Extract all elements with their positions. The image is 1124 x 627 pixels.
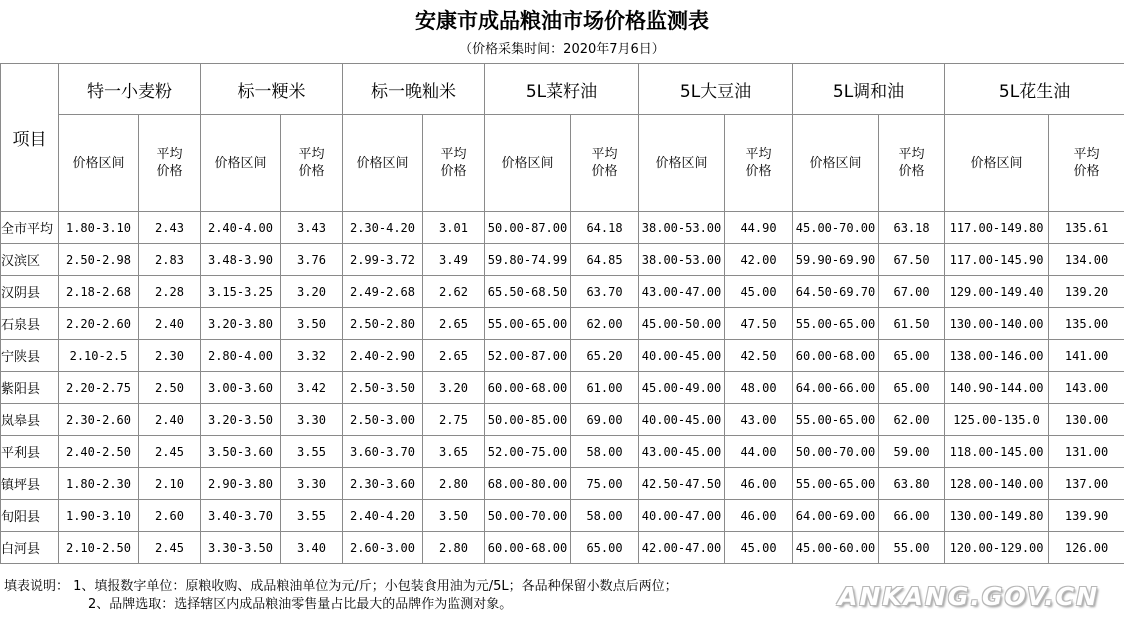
instruction-line-2: 2、品牌选取：选择辖区内成品粮油零售量占比最大的品牌作为监测对象。 — [88, 597, 513, 612]
region-name: 石泉县 — [1, 308, 59, 340]
price-range-cell: 2.50-3.50 — [343, 372, 423, 404]
average-price-cell: 2.80 — [423, 468, 485, 500]
average-price-header: 平均 价格 — [571, 115, 639, 212]
average-price-cell: 139.90 — [1049, 500, 1124, 532]
average-price-cell: 75.00 — [571, 468, 639, 500]
price-range-cell: 60.00-68.00 — [485, 372, 571, 404]
average-price-cell: 3.20 — [281, 276, 343, 308]
average-price-cell: 137.00 — [1049, 468, 1124, 500]
average-price-cell: 2.43 — [139, 212, 201, 244]
average-price-cell: 3.30 — [281, 468, 343, 500]
price-range-cell: 2.99-3.72 — [343, 244, 423, 276]
price-range-cell: 120.00-129.00 — [945, 532, 1049, 564]
average-price-cell: 2.75 — [423, 404, 485, 436]
table-row — [1, 532, 1124, 564]
price-range-header: 价格区间 — [201, 115, 281, 212]
price-range-cell: 2.10-2.5 — [59, 340, 139, 372]
average-price-cell: 44.00 — [725, 436, 793, 468]
price-range-cell: 2.60-3.00 — [343, 532, 423, 564]
price-range-cell: 55.00-65.00 — [485, 308, 571, 340]
table-row — [1, 500, 1124, 532]
price-range-cell: 52.00-75.00 — [485, 436, 571, 468]
price-range-cell: 140.90-144.00 — [945, 372, 1049, 404]
average-price-cell: 2.45 — [139, 532, 201, 564]
price-range-cell: 2.18-2.68 — [59, 276, 139, 308]
average-price-header: 平均 价格 — [423, 115, 485, 212]
average-price-cell: 2.83 — [139, 244, 201, 276]
average-price-cell: 139.20 — [1049, 276, 1124, 308]
price-range-cell: 2.30-4.20 — [343, 212, 423, 244]
price-range-cell: 45.00-60.00 — [793, 532, 879, 564]
average-price-cell: 63.18 — [879, 212, 945, 244]
price-range-cell: 2.40-2.50 — [59, 436, 139, 468]
price-range-cell: 38.00-53.00 — [639, 212, 725, 244]
table-row — [1, 308, 1124, 340]
price-range-cell: 129.00-149.40 — [945, 276, 1049, 308]
average-price-cell: 3.30 — [281, 404, 343, 436]
price-range-cell: 130.00-140.00 — [945, 308, 1049, 340]
average-price-cell: 2.50 — [139, 372, 201, 404]
average-price-cell: 2.45 — [139, 436, 201, 468]
price-range-cell: 1.80-2.30 — [59, 468, 139, 500]
price-range-cell: 125.00-135.0 — [945, 404, 1049, 436]
average-price-cell: 48.00 — [725, 372, 793, 404]
average-price-cell: 58.00 — [571, 436, 639, 468]
price-range-cell: 117.00-149.80 — [945, 212, 1049, 244]
price-range-cell: 43.00-45.00 — [639, 436, 725, 468]
average-price-cell: 126.00 — [1049, 532, 1124, 564]
average-price-header: 平均 价格 — [139, 115, 201, 212]
price-range-cell: 2.40-4.20 — [343, 500, 423, 532]
instruction-line-1: 填表说明： 1、填报数字单位：原粮收购、成品粮油单位为元/斤；小包装食用油为元/5L；各品种保留小数点后两位； — [4, 579, 678, 594]
price-range-cell: 2.49-2.68 — [343, 276, 423, 308]
price-range-cell: 40.00-47.00 — [639, 500, 725, 532]
price-range-cell: 2.90-3.80 — [201, 468, 281, 500]
average-price-cell: 59.00 — [879, 436, 945, 468]
table-row — [1, 276, 1124, 308]
region-name: 全市平均 — [1, 212, 59, 244]
price-range-cell: 2.30-3.60 — [343, 468, 423, 500]
average-price-cell: 2.60 — [139, 500, 201, 532]
product-header: 标一粳米 — [201, 64, 343, 115]
average-price-cell: 143.00 — [1049, 372, 1124, 404]
average-price-cell: 46.00 — [725, 468, 793, 500]
average-price-cell: 3.50 — [281, 308, 343, 340]
average-price-cell: 3.65 — [423, 436, 485, 468]
average-price-cell: 131.00 — [1049, 436, 1124, 468]
average-price-cell: 64.18 — [571, 212, 639, 244]
table-row — [1, 436, 1124, 468]
price-range-cell: 59.80-74.99 — [485, 244, 571, 276]
price-range-cell: 2.40-2.90 — [343, 340, 423, 372]
average-price-cell: 3.55 — [281, 436, 343, 468]
average-price-cell: 3.76 — [281, 244, 343, 276]
price-range-cell: 64.00-66.00 — [793, 372, 879, 404]
region-name: 汉滨区 — [1, 244, 59, 276]
average-price-header: 平均 价格 — [1049, 115, 1124, 212]
price-range-cell: 2.50-3.00 — [343, 404, 423, 436]
product-header: 标一晚籼米 — [343, 64, 485, 115]
average-price-cell: 3.01 — [423, 212, 485, 244]
average-price-cell: 64.85 — [571, 244, 639, 276]
average-price-cell: 42.50 — [725, 340, 793, 372]
fill-instructions — [4, 578, 678, 614]
price-range-cell: 68.00-80.00 — [485, 468, 571, 500]
price-range-cell: 60.00-68.00 — [793, 340, 879, 372]
region-name: 白河县 — [1, 532, 59, 564]
region-name: 镇坪县 — [1, 468, 59, 500]
product-header: 特一小麦粉 — [59, 64, 201, 115]
product-header: 5L调和油 — [793, 64, 945, 115]
average-price-cell: 45.00 — [725, 532, 793, 564]
price-range-cell: 55.00-65.00 — [793, 404, 879, 436]
price-range-header: 价格区间 — [945, 115, 1049, 212]
average-price-cell: 3.50 — [423, 500, 485, 532]
average-price-header: 平均 价格 — [725, 115, 793, 212]
average-price-cell: 69.00 — [571, 404, 639, 436]
average-price-cell: 63.80 — [879, 468, 945, 500]
price-range-cell: 117.00-145.90 — [945, 244, 1049, 276]
price-range-header: 价格区间 — [343, 115, 423, 212]
price-range-cell: 128.00-140.00 — [945, 468, 1049, 500]
average-price-cell: 2.40 — [139, 308, 201, 340]
price-range-cell: 3.40-3.70 — [201, 500, 281, 532]
price-range-cell: 60.00-68.00 — [485, 532, 571, 564]
product-header: 5L大豆油 — [639, 64, 793, 115]
average-price-cell: 45.00 — [725, 276, 793, 308]
collection-date: （价格采集时间：2020年7月6日） — [459, 42, 665, 57]
price-range-cell: 40.00-45.00 — [639, 340, 725, 372]
price-range-header: 价格区间 — [59, 115, 139, 212]
average-price-cell: 3.20 — [423, 372, 485, 404]
average-price-cell: 2.30 — [139, 340, 201, 372]
table-row — [1, 468, 1124, 500]
average-price-cell: 3.43 — [281, 212, 343, 244]
average-price-cell: 2.10 — [139, 468, 201, 500]
price-range-cell: 130.00-149.80 — [945, 500, 1049, 532]
average-price-cell: 65.00 — [879, 372, 945, 404]
price-range-cell: 65.50-68.50 — [485, 276, 571, 308]
average-price-cell: 62.00 — [879, 404, 945, 436]
table-row — [1, 340, 1124, 372]
price-range-cell: 118.00-145.00 — [945, 436, 1049, 468]
price-range-cell: 42.00-47.00 — [639, 532, 725, 564]
watermark-logo: ANKANG.GOV.CN — [838, 582, 1100, 611]
average-price-header: 平均 价格 — [879, 115, 945, 212]
table-row — [1, 404, 1124, 436]
price-range-cell: 50.00-87.00 — [485, 212, 571, 244]
average-price-cell: 2.65 — [423, 340, 485, 372]
price-range-cell: 2.20-2.60 — [59, 308, 139, 340]
table-row — [1, 244, 1124, 276]
price-range-cell: 55.00-65.00 — [793, 308, 879, 340]
average-price-cell: 58.00 — [571, 500, 639, 532]
item-header: 项目 — [1, 64, 59, 212]
price-range-cell: 45.00-70.00 — [793, 212, 879, 244]
average-price-cell: 3.42 — [281, 372, 343, 404]
price-range-cell: 55.00-65.00 — [793, 468, 879, 500]
table-row — [1, 212, 1124, 244]
average-price-cell: 2.28 — [139, 276, 201, 308]
average-price-cell: 3.55 — [281, 500, 343, 532]
average-price-cell: 2.80 — [423, 532, 485, 564]
price-range-cell: 64.00-69.00 — [793, 500, 879, 532]
price-range-cell: 42.50-47.50 — [639, 468, 725, 500]
price-table — [0, 63, 1124, 564]
price-range-cell: 38.00-53.00 — [639, 244, 725, 276]
average-price-cell: 135.00 — [1049, 308, 1124, 340]
average-price-cell: 61.00 — [571, 372, 639, 404]
price-range-cell: 3.15-3.25 — [201, 276, 281, 308]
region-name: 岚皋县 — [1, 404, 59, 436]
price-range-cell: 50.00-85.00 — [485, 404, 571, 436]
average-price-cell: 44.90 — [725, 212, 793, 244]
average-price-cell: 43.00 — [725, 404, 793, 436]
region-name: 平利县 — [1, 436, 59, 468]
price-range-cell: 45.00-50.00 — [639, 308, 725, 340]
price-range-cell: 3.48-3.90 — [201, 244, 281, 276]
average-price-cell: 67.50 — [879, 244, 945, 276]
price-range-cell: 3.60-3.70 — [343, 436, 423, 468]
page-title: 安康市成品粮油市场价格监测表 — [415, 8, 709, 33]
average-price-cell: 67.00 — [879, 276, 945, 308]
average-price-cell: 2.65 — [423, 308, 485, 340]
price-range-cell: 2.20-2.75 — [59, 372, 139, 404]
average-price-header: 平均 价格 — [281, 115, 343, 212]
price-range-cell: 1.90-3.10 — [59, 500, 139, 532]
price-range-cell: 138.00-146.00 — [945, 340, 1049, 372]
price-range-cell: 45.00-49.00 — [639, 372, 725, 404]
price-range-cell: 64.50-69.70 — [793, 276, 879, 308]
region-name: 宁陕县 — [1, 340, 59, 372]
price-range-cell: 2.50-2.98 — [59, 244, 139, 276]
average-price-cell: 65.00 — [571, 532, 639, 564]
price-range-header: 价格区间 — [639, 115, 725, 212]
region-name: 汉阴县 — [1, 276, 59, 308]
average-price-cell: 55.00 — [879, 532, 945, 564]
price-range-header: 价格区间 — [793, 115, 879, 212]
price-range-cell: 3.50-3.60 — [201, 436, 281, 468]
average-price-cell: 2.40 — [139, 404, 201, 436]
region-name: 紫阳县 — [1, 372, 59, 404]
price-range-cell: 3.30-3.50 — [201, 532, 281, 564]
average-price-cell: 134.00 — [1049, 244, 1124, 276]
price-range-cell: 50.00-70.00 — [793, 436, 879, 468]
price-range-header: 价格区间 — [485, 115, 571, 212]
price-range-cell: 3.20-3.50 — [201, 404, 281, 436]
average-price-cell: 3.32 — [281, 340, 343, 372]
product-header: 5L花生油 — [945, 64, 1124, 115]
price-range-cell: 3.00-3.60 — [201, 372, 281, 404]
price-range-cell: 1.80-3.10 — [59, 212, 139, 244]
average-price-cell: 3.49 — [423, 244, 485, 276]
price-range-cell: 2.30-2.60 — [59, 404, 139, 436]
price-range-cell: 59.90-69.90 — [793, 244, 879, 276]
region-name: 旬阳县 — [1, 500, 59, 532]
price-range-cell: 2.50-2.80 — [343, 308, 423, 340]
average-price-cell: 141.00 — [1049, 340, 1124, 372]
price-range-cell: 2.10-2.50 — [59, 532, 139, 564]
average-price-cell: 130.00 — [1049, 404, 1124, 436]
average-price-cell: 42.00 — [725, 244, 793, 276]
average-price-cell: 46.00 — [725, 500, 793, 532]
average-price-cell: 61.50 — [879, 308, 945, 340]
table-row — [1, 372, 1124, 404]
average-price-cell: 2.62 — [423, 276, 485, 308]
average-price-cell: 3.40 — [281, 532, 343, 564]
average-price-cell: 63.70 — [571, 276, 639, 308]
price-range-cell: 43.00-47.00 — [639, 276, 725, 308]
product-header: 5L菜籽油 — [485, 64, 639, 115]
price-range-cell: 3.20-3.80 — [201, 308, 281, 340]
price-range-cell: 2.80-4.00 — [201, 340, 281, 372]
price-range-cell: 2.40-4.00 — [201, 212, 281, 244]
price-range-cell: 52.00-87.00 — [485, 340, 571, 372]
average-price-cell: 135.61 — [1049, 212, 1124, 244]
price-range-cell: 40.00-45.00 — [639, 404, 725, 436]
average-price-cell: 65.00 — [879, 340, 945, 372]
price-range-cell: 50.00-70.00 — [485, 500, 571, 532]
average-price-cell: 62.00 — [571, 308, 639, 340]
average-price-cell: 66.00 — [879, 500, 945, 532]
average-price-cell: 47.50 — [725, 308, 793, 340]
average-price-cell: 65.20 — [571, 340, 639, 372]
